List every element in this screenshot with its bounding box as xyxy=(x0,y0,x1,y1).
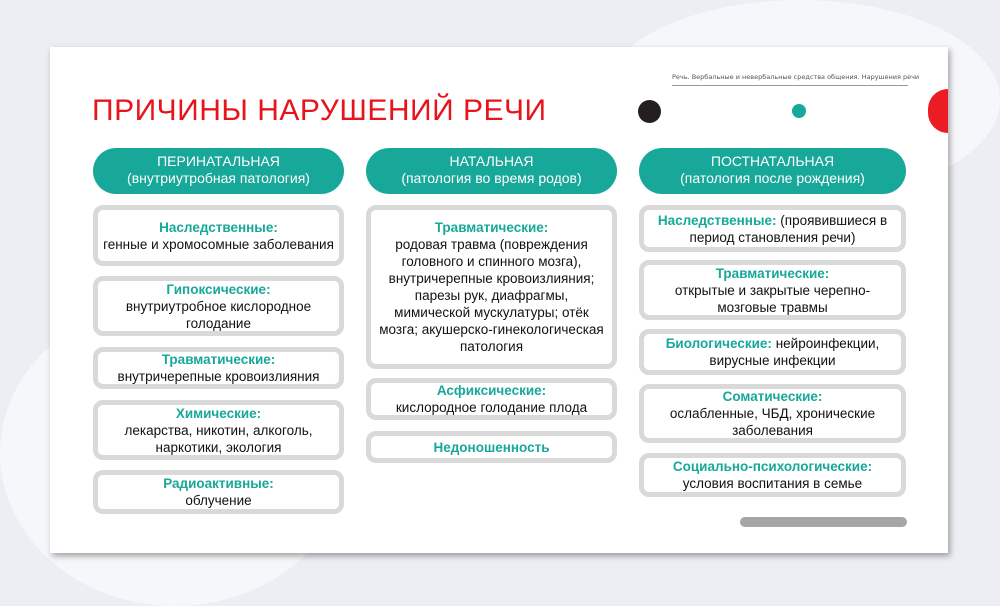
cause-content xyxy=(375,219,608,355)
cause-label: Асфиксические: xyxy=(436,383,547,398)
cause-box xyxy=(366,431,617,463)
cause-text: лекарства, никотин, алкоголь, наркотики, экология xyxy=(124,422,313,455)
cause-box xyxy=(93,400,344,460)
cause-content xyxy=(648,458,897,492)
cause-box xyxy=(639,384,906,443)
cause-text: открытые и закрытые черепно-мозговые травмы xyxy=(674,282,871,315)
cause-label: Биологические: xyxy=(665,336,772,351)
column-header xyxy=(93,148,344,194)
cause-content xyxy=(102,219,335,253)
cause-label: Недоношенность xyxy=(433,439,550,455)
cause-text: облучение xyxy=(185,493,252,508)
slide-title: ПРИЧИНЫ НАРУШЕНИЙ РЕЧИ xyxy=(92,94,547,127)
cause-label: Радиоактивные: xyxy=(163,476,274,491)
column-title: НАТАЛЬНАЯ xyxy=(449,153,534,169)
black-dot xyxy=(638,100,661,123)
cause-box xyxy=(639,329,906,375)
cause-text: нейроинфекции, вирусные инфекции xyxy=(709,336,880,368)
cause-label: Гипоксические: xyxy=(166,281,271,297)
cause-text: кислородное голодание плода xyxy=(395,400,588,415)
cause-box xyxy=(639,453,906,497)
cause-text: внутричерепные кровоизлияния xyxy=(117,369,320,384)
column-header xyxy=(639,148,906,194)
cause-box xyxy=(93,276,344,336)
cause-text: ослабленные, ЧБД, хронические заболевания xyxy=(669,406,876,438)
cause-label: Социально-психологические: xyxy=(672,459,873,474)
scrollbar[interactable] xyxy=(740,517,907,527)
cause-content xyxy=(375,439,608,456)
cause-box xyxy=(93,347,344,389)
column-header xyxy=(366,148,617,194)
cause-text: генные и хромосомные заболевания xyxy=(103,236,334,252)
teal-dot xyxy=(792,104,806,118)
cause-text: условия воспитания в семье xyxy=(682,476,863,491)
cause-label: Химические: xyxy=(175,405,262,421)
cause-label: Травматические: xyxy=(715,265,830,281)
cause-text: внутриутробное кислородное голодание xyxy=(125,298,312,331)
cause-content xyxy=(102,281,335,332)
cause-label: Наследственные: xyxy=(657,212,777,228)
column-subtitle: (внутриутробная патология) xyxy=(127,170,310,186)
cause-label: Соматические: xyxy=(722,389,823,404)
cause-label: Наследственные: xyxy=(159,219,278,235)
cause-label: Травматические: xyxy=(161,352,276,367)
cause-box xyxy=(639,205,906,252)
cause-box xyxy=(366,205,617,369)
cause-box xyxy=(93,205,344,266)
column-subtitle: (патология после рождения) xyxy=(680,170,865,186)
cause-content xyxy=(375,382,608,416)
cause-content xyxy=(648,212,897,246)
cause-text: родовая травма (повреждения головного и спинного мозга), внутричерепные кровоизлияния; парезы рук, диафрагмы, мимической мускулатуры; отёк мозга; акушерско-гинекологическая патология xyxy=(379,237,604,354)
cause-content xyxy=(102,405,335,456)
cause-text: (проявившиеся в период становления речи) xyxy=(689,212,888,245)
cause-content xyxy=(102,351,335,385)
cause-label: Травматические: xyxy=(434,220,549,235)
cause-content xyxy=(648,388,897,439)
cause-box xyxy=(639,260,906,320)
slide-subtitle: Речь. Вербальные и невербальные средства общения. Нарушения речи xyxy=(672,73,908,86)
cause-box xyxy=(93,470,344,514)
cause-content xyxy=(648,335,897,369)
cause-content xyxy=(648,265,897,316)
cause-content xyxy=(102,475,335,509)
column-title: ПЕРИНАТАЛЬНАЯ xyxy=(157,153,280,169)
cause-box xyxy=(366,378,617,420)
column-title: ПОСТНАТАЛЬНАЯ xyxy=(710,153,835,169)
column-subtitle: (патология во время родов) xyxy=(401,170,582,186)
